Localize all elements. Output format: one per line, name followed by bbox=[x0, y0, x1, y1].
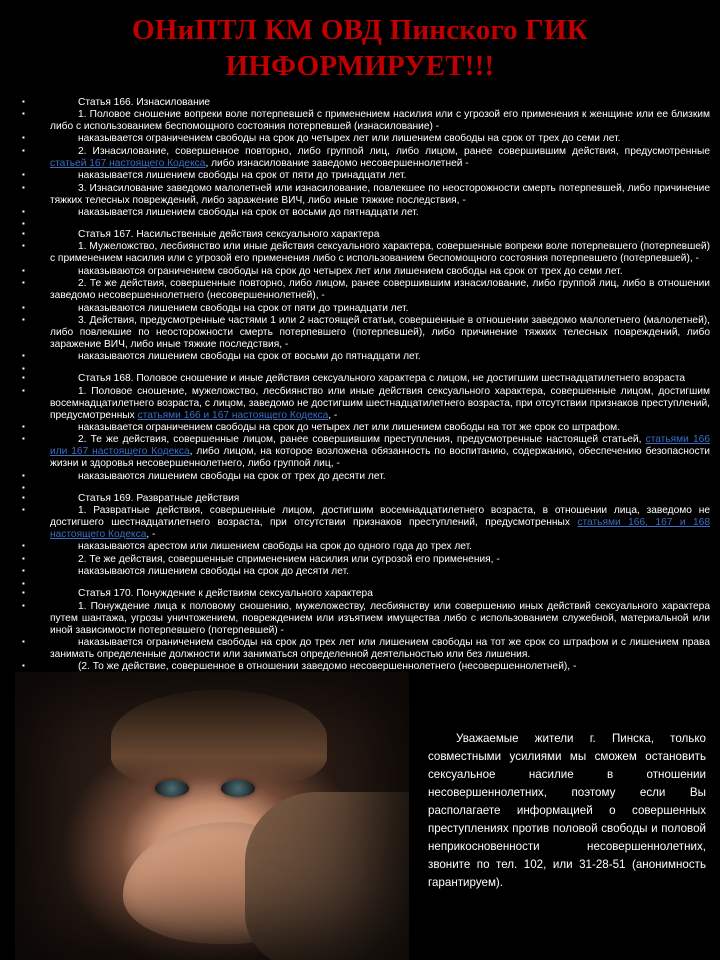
list-item-text: ▪ наказывается ограничением свободы на срок до трех лет или лишением свободы на тот же срок со штрафом и с лишением права занимать определенные должности или заниматься определенной деятельностью или без лишения. bbox=[50, 636, 710, 660]
child-abuse-photo bbox=[15, 672, 409, 960]
list-item bbox=[10, 207, 710, 219]
list-item-text: ▪ наказываются лишением свободы на срок от трех до десяти лет. bbox=[78, 470, 386, 482]
photo-vignette bbox=[15, 672, 409, 960]
list-item bbox=[10, 351, 710, 363]
list-item bbox=[10, 637, 710, 661]
article-heading bbox=[10, 588, 710, 600]
law-articles-block bbox=[0, 91, 720, 686]
list-item-text: ▪ наказываются лишением свободы на срок до десяти лет. bbox=[78, 566, 349, 578]
list-item bbox=[10, 278, 710, 302]
list-item-text: ▪ 2. Изнасилование, совершенное повторно, либо группой лиц, либо лицом, ранее совершившим действия, предусмотренные статьей 167 настоящего Кодекса, либо изнасилование заведомо несовершеннолетней - bbox=[50, 145, 710, 169]
list-item-text: ▪ наказывается ограничением свободы на срок до четырех лет или лишением свободы на срок от трех до семи лет. bbox=[78, 133, 621, 145]
spacer-item bbox=[10, 579, 710, 588]
list-item-text: ▪ наказываются лишением свободы на срок от восьми до пятнадцати лет. bbox=[78, 351, 421, 363]
list-item bbox=[10, 434, 710, 470]
list-item-text: ▪ наказывается лишением свободы на срок от пяти до тринадцати лет. bbox=[78, 170, 407, 182]
list-item-text: ▪ 3. Действия, предусмотренные частями 1 или 2 настоящей статьи, совершенные в отношении заведомо малолетнего (малолетней), либо повлекшие по неосторожности смерть потерпевшего (потерпевшей), либо причинение тяжких телесных повреждений, либо заражение ВИЧ, либо иные тяжкие последствия, - bbox=[50, 314, 710, 350]
list-item bbox=[10, 303, 710, 315]
list-item-text: ▪ 1. Мужеложство, лесбиянство или иные действия сексуального характера, совершенные вопреки воле потерпевшего (потерпевшей) с применением насилия или с угрозой его применения либо с использованием беспомощного состояния потерпевшего (потерпевшей), - bbox=[50, 241, 710, 265]
appeal-text-block bbox=[428, 730, 706, 892]
code-reference-link[interactable]: статьями 166 и 167 настоящего Кодекса bbox=[137, 409, 329, 421]
list-item bbox=[10, 315, 710, 351]
list-item-text: ▪ Статья 166. Изнасилование bbox=[78, 96, 211, 108]
spacer-item bbox=[10, 483, 710, 492]
list-item bbox=[10, 241, 710, 265]
list-item bbox=[10, 541, 710, 553]
article-heading bbox=[10, 97, 710, 109]
list-item-text: ▪ наказывается лишением свободы на срок от восьми до пятнадцати лет. bbox=[78, 206, 419, 218]
list-item-text: ▪ (2. То же действие, совершенное в отношении заведомо несовершеннолетнего (несовершеннолетней), - bbox=[78, 661, 577, 673]
list-item-text: ▪ наказываются ограничением свободы на срок до четырех лет или лишением свободы на срок от трех до семи лет. bbox=[78, 265, 623, 277]
list-item-text: ▪ 2. Те же действия, совершенные сприменением насилия или сугрозой его применения, - bbox=[78, 553, 500, 565]
list-item-text: ▪ Статья 170. Понуждение к действиям сексуального характера bbox=[78, 588, 373, 600]
list-item-text: ▪ 2. Те же действия, совершенные повторно, либо лицом, ранее совершившим изнасилование, либо группой лиц, либо в отношении заведомо несовершеннолетнего (несовершеннолетней), - bbox=[50, 278, 710, 302]
article-heading bbox=[10, 373, 710, 385]
list-item-text: ▪ 1. Развратные действия, совершенные лицом, достигшим восемнадцатилетнего возраста, в отношении лица, заведомо не достигшего шестнадцатилетнего возраста, при отсутствии признаков преступлений, предусмотренных статьями 166, 167 и 168 настоящего Кодекса, - bbox=[50, 505, 710, 540]
list-item-text: ▪ наказывается ограничением свободы на срок до четырех лет или лишением свободы на тот же срок со штрафом. bbox=[78, 421, 621, 433]
code-reference-link[interactable]: статьями 166 или 167 настоящего Кодекса bbox=[50, 434, 710, 458]
appeal-paragraph: Уважаемые жители г. Пинска, только совместными усилиями мы сможем остановить сексуальное насилие в отношении несовершеннолетних, поэтому если Вы располагаете информацией о совершенных преступлениях против половой свободы и половой неприкосновенности несовершеннолетних, звоните по тел. 102, или 31-28-51 (анонимность гарантируем). bbox=[428, 732, 706, 889]
spacer-item bbox=[10, 219, 710, 228]
spacer-item bbox=[10, 364, 710, 373]
list-item-text: ▪ 1. Половое сношение вопреки воле потерпевшей с применением насилия или с угрозой его применения к женщине или ее близким либо с использованием беспомощного состояния потерпевшей (изнасилование) - bbox=[50, 108, 710, 132]
list-item-text: ▪ 1. Понуждение лица к половому сношению, мужеложеству, лесбиянству или совершению иных действий сексуального характера путем шантажа, угрозы уничтожением, повреждением или изъятием имущества либо с использованием служебной, материальной или иной зависимости потерпевшего (потерпевшей) - bbox=[50, 600, 710, 636]
list-item-text: ▪ 1. Половое сношение, мужеложство, лесбиянство или иные действия сексуального характера, совершенные лицом, достигшим восемнадцатилетнего возраста, с лицом, заведомо не достигшим шестнадцатилетнего возраста, при отсутствии признаков преступлений, предусмотренных статьями 166 и 167 настоящего Кодекса, - bbox=[50, 385, 710, 421]
list-item-text: ▪ Статья 168. Половое сношение и иные действия сексуального характера с лицом, не достигшим шестнадцатилетнего возраста bbox=[78, 373, 686, 385]
list-item-text: ▪ 3. Изнасилование заведомо малолетней или изнасилование, повлекшее по неосторожности смерть потерпевшей, либо причинение тяжких телесных повреждений, либо заражение ВИЧ, либо иные тяжкие последствия, - bbox=[50, 182, 710, 206]
list-item-text: ▪ Статья 169. Развратные действия bbox=[78, 492, 240, 504]
list-item bbox=[10, 109, 710, 133]
code-reference-link[interactable]: статьями 166, 167 и 168 настоящего Кодекса bbox=[50, 517, 710, 540]
list-item bbox=[10, 505, 710, 541]
list-item-text: ▪ наказываются лишением свободы на срок от пяти до тринадцати лет. bbox=[78, 302, 409, 314]
list-item bbox=[10, 133, 710, 145]
code-reference-link[interactable]: статьей 167 настоящего Кодекса bbox=[50, 157, 206, 169]
list-item bbox=[10, 601, 710, 637]
list-item bbox=[10, 386, 710, 422]
law-articles-list bbox=[10, 97, 710, 686]
list-item bbox=[10, 266, 710, 278]
article-heading bbox=[10, 229, 710, 241]
list-item-text: ▪ Статья 167. Насильственные действия сексуального характера bbox=[78, 228, 380, 240]
list-item bbox=[10, 471, 710, 483]
page-title: ОНиПТЛ КМ ОВД Пинского ГИК ИНФОРМИРУЕТ!!! bbox=[132, 14, 588, 83]
list-item bbox=[10, 146, 710, 170]
list-item-text: ▪ 2. Те же действия, совершенные лицом, ранее совершившим преступления, предусмотренные настоящей статьей, статьями 166 или 167 настоящего Кодекса, либо лицом, на которое возложена обязанность по воспитанию, содержанию, обеспечению безопасности жизни и здоровья несовершеннолетнего, либо группой лиц, - bbox=[50, 434, 710, 470]
list-item bbox=[10, 183, 710, 207]
list-item bbox=[10, 566, 710, 578]
list-item bbox=[10, 554, 710, 566]
bottom-section bbox=[0, 672, 720, 960]
article-heading bbox=[10, 493, 710, 505]
list-item bbox=[10, 170, 710, 182]
list-item-text: ▪ наказываются арестом или лишением свободы на срок до одного года до трех лет. bbox=[78, 541, 473, 553]
list-item bbox=[10, 422, 710, 434]
